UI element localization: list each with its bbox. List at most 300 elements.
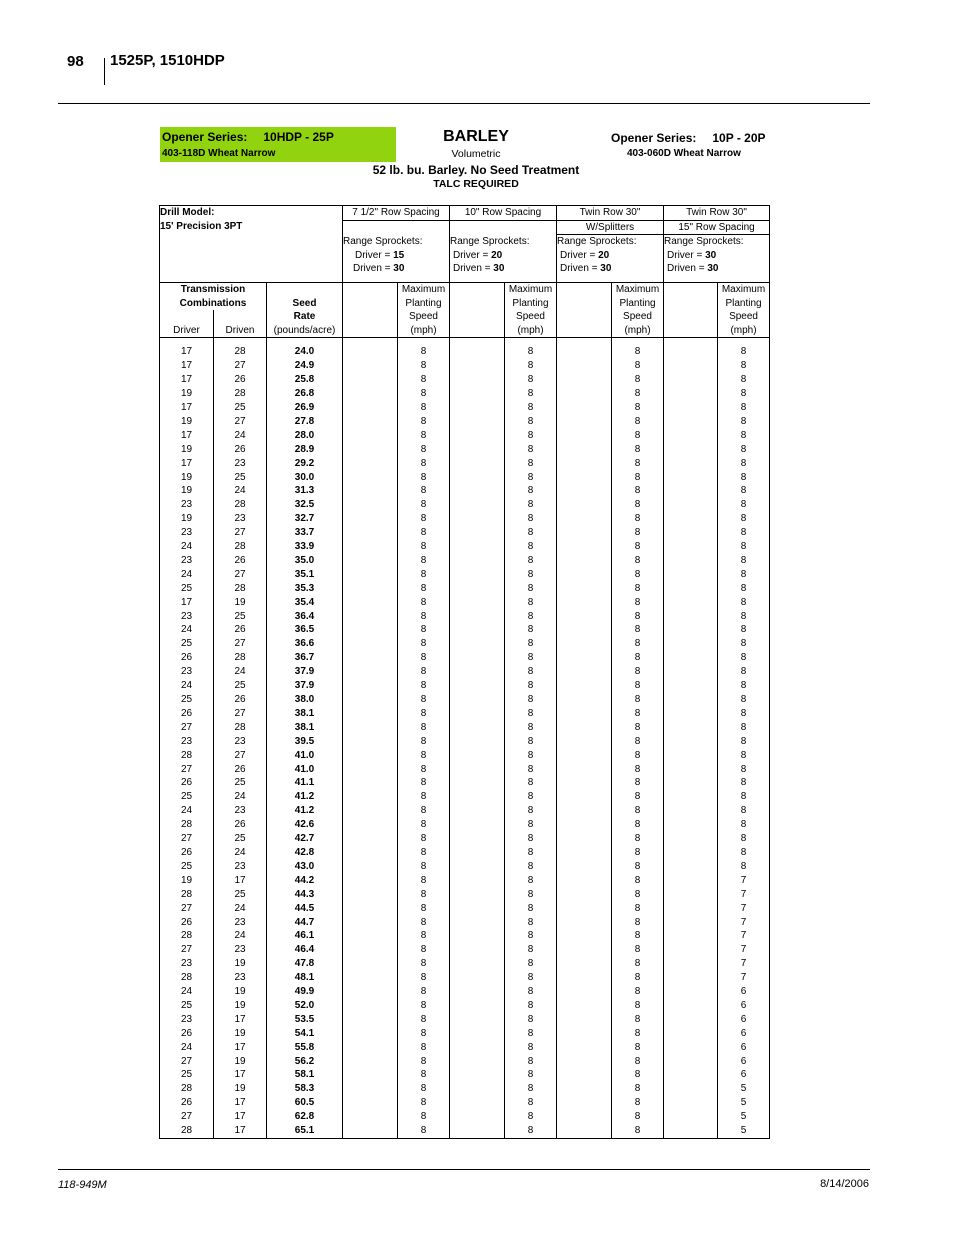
opener-part: 403-118D Wheat Narrow (162, 148, 276, 159)
speed-cell: 8 (505, 763, 557, 777)
table-row (160, 971, 770, 985)
speed-cell: 8 (505, 429, 557, 443)
range-sprockets-label: Range Sprockets: (450, 235, 557, 249)
driver-cell: 19 (160, 484, 214, 498)
seed-rate-cell: 38.0 (267, 693, 343, 707)
range-sprockets-label: Range Sprockets: (557, 235, 664, 249)
speed-cell: 8 (612, 554, 664, 568)
driver-cell: 28 (160, 971, 214, 985)
opener-series-right (600, 131, 790, 159)
table-row (160, 401, 770, 415)
speed-cell: 8 (505, 596, 557, 610)
speed-cell: 8 (398, 610, 450, 624)
range-driven: Driven = 30 (557, 262, 664, 276)
speed-cell: 8 (612, 943, 664, 957)
table-row (160, 471, 770, 485)
driver-cell: 26 (160, 651, 214, 665)
table-row (160, 943, 770, 957)
table-row (160, 1013, 770, 1027)
seed-rate-cell: 35.4 (267, 596, 343, 610)
speed-cell: 8 (718, 679, 770, 693)
speed-cell: 8 (612, 540, 664, 554)
driven-cell: 24 (214, 790, 267, 804)
speed-cell: 8 (505, 902, 557, 916)
units-column-header: (pounds/acre) (267, 324, 343, 338)
speed-cell: 8 (718, 610, 770, 624)
speed-cell: 8 (612, 610, 664, 624)
driver-cell: 28 (160, 749, 214, 763)
seed-rate-cell: 62.8 (267, 1110, 343, 1124)
seed-rate-cell: 30.0 (267, 471, 343, 485)
speed-cell: 8 (505, 1068, 557, 1082)
speed-cell: 8 (612, 860, 664, 874)
driver-cell: 24 (160, 1041, 214, 1055)
speed-cell: 8 (505, 526, 557, 540)
planting-label: Planting (505, 297, 557, 311)
driver-cell: 28 (160, 818, 214, 832)
max-label: Maximum (505, 282, 557, 296)
driver-cell: 27 (160, 943, 214, 957)
speed-cell: 8 (718, 623, 770, 637)
seed-rate-cell: 48.1 (267, 971, 343, 985)
speed-cell: 8 (398, 1124, 450, 1138)
table-row (160, 776, 770, 790)
max-label: Maximum (612, 282, 664, 296)
speed-cell: 8 (398, 763, 450, 777)
seed-note: 52 lb. bu. Barley. No Seed Treatment (372, 163, 580, 177)
speed-cell: 8 (612, 874, 664, 888)
table-row (160, 345, 770, 359)
driver-cell: 23 (160, 665, 214, 679)
speed-cell: 8 (505, 484, 557, 498)
table-row (160, 846, 770, 860)
mph-label: (mph) (398, 324, 450, 338)
speed-cell: 8 (398, 512, 450, 526)
driver-cell: 23 (160, 610, 214, 624)
speed-cell: 8 (398, 1027, 450, 1041)
speed-cell: 8 (398, 540, 450, 554)
speed-cell: 8 (505, 345, 557, 359)
speed-cell: 8 (398, 623, 450, 637)
range-driven: Driven = 30 (343, 262, 450, 276)
speed-cell: 8 (398, 721, 450, 735)
speed-cell: 8 (718, 582, 770, 596)
speed-cell: 8 (612, 818, 664, 832)
speed-cell: 8 (612, 707, 664, 721)
driver-cell: 19 (160, 443, 214, 457)
driven-cell: 19 (214, 985, 267, 999)
speed-cell: 8 (398, 860, 450, 874)
speed-cell: 5 (718, 1110, 770, 1124)
speed-cell: 8 (505, 790, 557, 804)
driver-cell: 26 (160, 916, 214, 930)
driver-cell: 17 (160, 596, 214, 610)
seed-rate-cell: 42.8 (267, 846, 343, 860)
rate-table (159, 205, 770, 1139)
speed-cell: 8 (612, 582, 664, 596)
speed-cell: 8 (505, 610, 557, 624)
seed-rate-cell: 52.0 (267, 999, 343, 1013)
speed-cell: 8 (505, 860, 557, 874)
seed-rate-cell: 55.8 (267, 1041, 343, 1055)
speed-cell: 8 (505, 999, 557, 1013)
driven-cell: 28 (214, 582, 267, 596)
rate-label: Rate (267, 310, 343, 324)
driver-cell: 27 (160, 721, 214, 735)
speed-cell: 8 (505, 846, 557, 860)
driven-cell: 25 (214, 610, 267, 624)
seed-rate-cell: 44.5 (267, 902, 343, 916)
range-driven: Driven = 30 (450, 262, 557, 276)
driver-cell: 23 (160, 957, 214, 971)
table-row (160, 415, 770, 429)
speed-cell: 8 (612, 763, 664, 777)
speed-cell: 8 (612, 373, 664, 387)
talc-note: TALC REQUIRED (433, 178, 519, 190)
speed-cell: 8 (612, 651, 664, 665)
speed-cell: 8 (718, 540, 770, 554)
speed-cell: 8 (398, 999, 450, 1013)
speed-cell: 8 (612, 957, 664, 971)
driver-cell: 25 (160, 1068, 214, 1082)
speed-cell: 8 (612, 623, 664, 637)
speed-cell: 8 (505, 623, 557, 637)
seed-rate-cell: 37.9 (267, 679, 343, 693)
speed-cell: 8 (505, 1041, 557, 1055)
driven-cell: 25 (214, 888, 267, 902)
opener-part: 403-060D Wheat Narrow (627, 148, 741, 159)
table-row (160, 610, 770, 624)
speed-cell: 8 (718, 554, 770, 568)
speed-cell: 8 (398, 735, 450, 749)
speed-cell: 8 (612, 749, 664, 763)
table-row (160, 637, 770, 651)
speed-cell: 7 (718, 971, 770, 985)
driver-cell: 26 (160, 1027, 214, 1041)
speed-cell: 5 (718, 1096, 770, 1110)
speed-cell: 8 (398, 498, 450, 512)
table-row (160, 568, 770, 582)
speed-cell: 8 (398, 443, 450, 457)
speed-cell: 8 (398, 943, 450, 957)
speed-cell: 8 (612, 693, 664, 707)
speed-cell: 8 (398, 1055, 450, 1069)
speed-cell: 8 (612, 735, 664, 749)
table-row (160, 596, 770, 610)
seed-rate-cell: 41.2 (267, 790, 343, 804)
speed-cell: 8 (398, 902, 450, 916)
table-row (160, 623, 770, 637)
seed-rate-cell: 47.8 (267, 957, 343, 971)
crop-title: BARLEY (443, 128, 509, 145)
driver-cell: 19 (160, 471, 214, 485)
bottom-rule (58, 1169, 870, 1170)
driven-cell: 19 (214, 999, 267, 1013)
driven-cell: 27 (214, 749, 267, 763)
speed-cell: 8 (612, 832, 664, 846)
speed-cell: 8 (718, 512, 770, 526)
speed-cell: 8 (505, 540, 557, 554)
speed-cell: 8 (398, 1082, 450, 1096)
speed-cell: 8 (612, 1041, 664, 1055)
table-row (160, 1068, 770, 1082)
speed-cell: 8 (398, 415, 450, 429)
seed-rate-cell: 46.4 (267, 943, 343, 957)
driven-column-header: Driven (214, 324, 267, 338)
speed-cell: 8 (505, 373, 557, 387)
driven-cell: 26 (214, 443, 267, 457)
driven-cell: 26 (214, 763, 267, 777)
max-label: Maximum (398, 282, 450, 296)
driver-cell: 19 (160, 512, 214, 526)
spacing-header: 7 1/2" Row Spacing (343, 206, 450, 221)
speed-cell: 8 (505, 1082, 557, 1096)
speed-cell: 8 (612, 1082, 664, 1096)
speed-cell: 8 (612, 929, 664, 943)
spacing-header: Twin Row 30" (664, 206, 770, 221)
speed-cell: 8 (505, 971, 557, 985)
driven-cell: 27 (214, 568, 267, 582)
table-row (160, 818, 770, 832)
speed-cell: 8 (398, 484, 450, 498)
seed-rate-cell: 60.5 (267, 1096, 343, 1110)
driver-cell: 23 (160, 554, 214, 568)
speed-cell: 8 (612, 387, 664, 401)
driver-cell: 17 (160, 429, 214, 443)
driver-cell: 24 (160, 804, 214, 818)
seed-rate-cell: 46.1 (267, 929, 343, 943)
driver-cell: 25 (160, 999, 214, 1013)
speed-cell: 8 (505, 943, 557, 957)
table-row (160, 1027, 770, 1041)
speed-cell: 8 (718, 818, 770, 832)
speed-cell: 8 (718, 749, 770, 763)
table-row (160, 902, 770, 916)
speed-cell: 8 (505, 568, 557, 582)
speed-cell: 8 (612, 596, 664, 610)
speed-cell: 8 (398, 749, 450, 763)
speed-cell: 8 (398, 596, 450, 610)
table-row (160, 916, 770, 930)
spacing-subheader: 15" Row Spacing (664, 220, 770, 235)
speed-cell: 6 (718, 999, 770, 1013)
table-row (160, 985, 770, 999)
speed-cell: 8 (612, 1124, 664, 1138)
speed-cell: 8 (612, 457, 664, 471)
speed-cell: 8 (718, 721, 770, 735)
speed-cell: 8 (505, 1013, 557, 1027)
speed-cell: 8 (718, 387, 770, 401)
speed-cell: 8 (718, 596, 770, 610)
driver-cell: 28 (160, 1082, 214, 1096)
range-sprockets-label: Range Sprockets: (664, 235, 770, 249)
spacing-subheader (343, 220, 450, 235)
table-row (160, 484, 770, 498)
seed-rate-cell: 41.1 (267, 776, 343, 790)
driven-cell: 25 (214, 471, 267, 485)
opener-value: 10HDP - 25P (263, 130, 334, 144)
seed-rate-cell: 35.1 (267, 568, 343, 582)
seed-rate-cell: 44.3 (267, 888, 343, 902)
speed-cell: 8 (612, 902, 664, 916)
speed-cell: 8 (718, 860, 770, 874)
speed-cell: 8 (398, 790, 450, 804)
driven-cell: 23 (214, 971, 267, 985)
speed-cell: 8 (505, 1110, 557, 1124)
speed-cell: 8 (505, 929, 557, 943)
seed-rate-cell: 39.5 (267, 735, 343, 749)
table-row (160, 929, 770, 943)
driven-cell: 26 (214, 818, 267, 832)
range-sprockets-label: Range Sprockets: (343, 235, 450, 249)
speed-cell: 8 (612, 665, 664, 679)
driver-cell: 25 (160, 637, 214, 651)
speed-cell: 8 (505, 582, 557, 596)
planting-label: Planting (398, 297, 450, 311)
seed-rate-cell: 32.7 (267, 512, 343, 526)
speed-cell: 6 (718, 1013, 770, 1027)
opener-value: 10P - 20P (712, 131, 766, 145)
seed-rate-cell: 36.6 (267, 637, 343, 651)
speed-cell: 8 (718, 832, 770, 846)
speed-cell: 8 (718, 415, 770, 429)
driven-cell: 28 (214, 651, 267, 665)
speed-cell: 8 (612, 526, 664, 540)
driver-cell: 28 (160, 888, 214, 902)
speed-cell: 8 (505, 1096, 557, 1110)
speed-cell: 8 (718, 568, 770, 582)
driven-cell: 19 (214, 957, 267, 971)
document-date: 8/14/2006 (820, 1178, 869, 1190)
speed-cell: 8 (718, 665, 770, 679)
speed-cell: 8 (398, 582, 450, 596)
seed-rate-cell: 25.8 (267, 373, 343, 387)
driver-cell: 27 (160, 1110, 214, 1124)
seed-rate-cell: 53.5 (267, 1013, 343, 1027)
speed-cell: 8 (505, 457, 557, 471)
speed-cell: 8 (398, 526, 450, 540)
speed-cell: 8 (398, 1110, 450, 1124)
driven-cell: 17 (214, 1110, 267, 1124)
table-row (160, 457, 770, 471)
driver-cell: 28 (160, 929, 214, 943)
speed-cell: 5 (718, 1124, 770, 1138)
speed-cell: 8 (718, 776, 770, 790)
seed-rate-cell: 65.1 (267, 1124, 343, 1138)
speed-cell: 8 (718, 457, 770, 471)
speed-cell: 8 (398, 401, 450, 415)
driven-cell: 19 (214, 1082, 267, 1096)
seed-rate-cell: 28.0 (267, 429, 343, 443)
speed-cell: 8 (612, 985, 664, 999)
mph-label: (mph) (505, 324, 557, 338)
speed-cell: 8 (398, 568, 450, 582)
speed-cell: 8 (718, 429, 770, 443)
seed-rate-cell: 42.7 (267, 832, 343, 846)
driven-cell: 28 (214, 387, 267, 401)
driven-cell: 28 (214, 498, 267, 512)
speed-cell: 8 (398, 359, 450, 373)
driven-cell: 23 (214, 916, 267, 930)
driver-cell: 24 (160, 985, 214, 999)
seed-rate-cell: 24.9 (267, 359, 343, 373)
speed-cell: 8 (398, 971, 450, 985)
driven-cell: 17 (214, 1013, 267, 1027)
table-row (160, 749, 770, 763)
speed-cell: 8 (505, 1055, 557, 1069)
seed-rate-cell: 42.6 (267, 818, 343, 832)
mph-label: (mph) (718, 324, 770, 338)
driven-cell: 27 (214, 707, 267, 721)
header-divider (104, 58, 105, 85)
seed-rate-cell: 49.9 (267, 985, 343, 999)
speed-cell: 8 (505, 776, 557, 790)
table-row (160, 874, 770, 888)
speed-cell: 8 (612, 471, 664, 485)
speed-cell: 8 (398, 679, 450, 693)
speed-cell: 8 (398, 888, 450, 902)
range-driver: Driver = 20 (450, 249, 557, 263)
speed-cell: 8 (612, 790, 664, 804)
speed-cell: 8 (718, 804, 770, 818)
driven-cell: 26 (214, 373, 267, 387)
speed-cell: 8 (612, 971, 664, 985)
speed-cell: 8 (505, 1124, 557, 1138)
drill-model-label: Drill Model: (160, 206, 343, 221)
driven-cell: 23 (214, 512, 267, 526)
speed-cell: 8 (505, 401, 557, 415)
speed-cell: 8 (718, 693, 770, 707)
combinations-label: Combinations (160, 297, 267, 311)
driver-cell: 27 (160, 832, 214, 846)
speed-cell: 8 (505, 749, 557, 763)
speed-cell: 8 (612, 401, 664, 415)
seed-label: Seed (267, 297, 343, 311)
driver-cell: 26 (160, 707, 214, 721)
speed-cell: 8 (718, 373, 770, 387)
speed-cell: 8 (612, 999, 664, 1013)
driver-cell: 26 (160, 1096, 214, 1110)
speed-cell: 8 (505, 554, 557, 568)
driver-cell: 26 (160, 776, 214, 790)
seed-rate-cell: 41.0 (267, 763, 343, 777)
seed-rate-cell: 43.0 (267, 860, 343, 874)
speed-cell: 8 (612, 1110, 664, 1124)
range-driver: Driver = 15 (343, 249, 450, 263)
table-row (160, 1124, 770, 1138)
driver-cell: 27 (160, 1055, 214, 1069)
seed-rate-cell: 58.1 (267, 1068, 343, 1082)
speed-cell: 7 (718, 943, 770, 957)
speed-cell: 8 (718, 651, 770, 665)
driven-cell: 28 (214, 345, 267, 359)
speed-label: Speed (612, 310, 664, 324)
driver-cell: 23 (160, 735, 214, 749)
table-row (160, 804, 770, 818)
speed-cell: 8 (505, 707, 557, 721)
seed-rate-cell: 35.0 (267, 554, 343, 568)
table-row (160, 707, 770, 721)
speed-cell: 8 (505, 443, 557, 457)
driven-cell: 26 (214, 554, 267, 568)
speed-cell: 8 (505, 665, 557, 679)
speed-cell: 7 (718, 957, 770, 971)
table-body (160, 345, 770, 1138)
seed-rate-cell: 54.1 (267, 1027, 343, 1041)
table-row (160, 957, 770, 971)
driven-cell: 24 (214, 902, 267, 916)
driven-cell: 25 (214, 401, 267, 415)
